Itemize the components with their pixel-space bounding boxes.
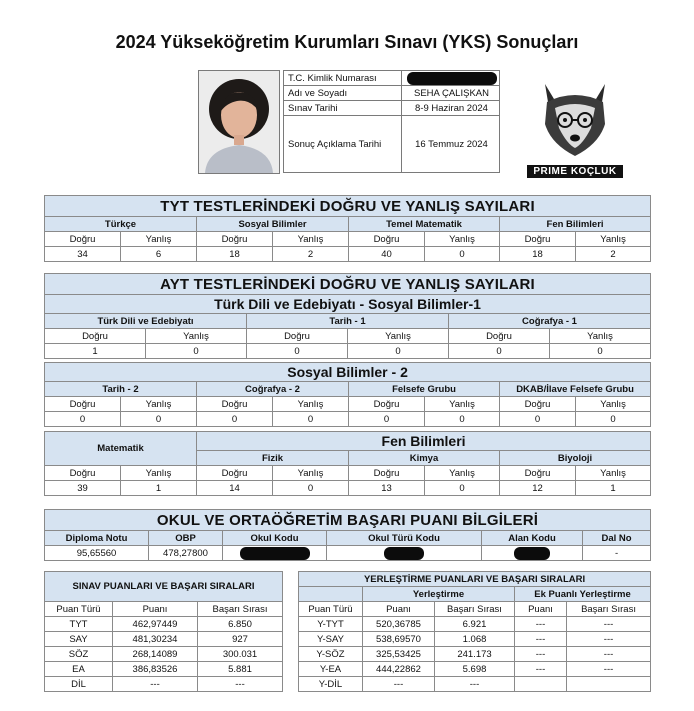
table-row	[299, 662, 651, 677]
subject-header: Türkçe	[45, 217, 197, 232]
obp-value: 478,27800	[149, 546, 223, 561]
extra-score: ---	[515, 617, 567, 632]
math-header: Matematik	[45, 432, 197, 466]
score-type: DİL	[45, 677, 113, 692]
info-label: Sınav Tarihi	[284, 101, 402, 116]
subject-header: Felsefe Grubu	[349, 382, 500, 397]
table-row	[45, 677, 283, 692]
redacted-school-type	[384, 547, 424, 560]
correct-label: Doğru	[500, 232, 576, 247]
correct-label: Doğru	[45, 329, 146, 344]
score-value: 386,83526	[113, 662, 198, 677]
wrong-value: 2	[576, 247, 651, 262]
subject-header: Fen Bilimleri	[500, 217, 651, 232]
wrong-value: 0	[550, 344, 651, 359]
placement-score: ---	[363, 677, 435, 692]
extra-score: ---	[515, 647, 567, 662]
redacted-school-code	[240, 547, 310, 560]
score-value: 481,30234	[113, 632, 198, 647]
placement-type: Y-EA	[299, 662, 363, 677]
score-type: EA	[45, 662, 113, 677]
table-row	[299, 647, 651, 662]
logo-text: PRIME KOÇLUK	[527, 165, 623, 178]
correct-label: Doğru	[45, 397, 121, 412]
obp-header: OBP	[149, 531, 223, 546]
extra-rank	[567, 677, 651, 692]
score-rank: 6.850	[198, 617, 283, 632]
correct-value: 0	[449, 344, 550, 359]
wrong-label: Yanlış	[425, 466, 500, 481]
score-rank: 5.881	[198, 662, 283, 677]
ayt-group1-title: Türk Dili ve Edebiyatı - Sosyal Bilimler-1	[45, 295, 651, 314]
score-type: TYT	[45, 617, 113, 632]
subject-header: Biyoloji	[500, 451, 651, 466]
ayt-title: AYT TESTLERİNDEKİ DOĞRU VE YANLIŞ SAYILARI	[45, 274, 651, 295]
wrong-value: 0	[425, 247, 500, 262]
info-value	[402, 71, 500, 86]
correct-value: 1	[45, 344, 146, 359]
wolf-icon	[527, 78, 623, 160]
table-row	[45, 647, 283, 662]
wrong-value: 1	[121, 481, 197, 496]
wrong-value: 0	[146, 344, 247, 359]
correct-label: Doğru	[197, 397, 273, 412]
wrong-value: 1	[576, 481, 651, 496]
wrong-value: 6	[121, 247, 197, 262]
wrong-label: Yanlış	[273, 466, 349, 481]
score-value: ---	[113, 677, 198, 692]
info-value: 16 Temmuz 2024	[402, 116, 500, 173]
info-value: 8-9 Haziran 2024	[402, 101, 500, 116]
score-rank: 300.031	[198, 647, 283, 662]
candidate-photo	[198, 70, 280, 174]
placement-score: 538,69570	[363, 632, 435, 647]
obp-header: Diploma Notu	[45, 531, 149, 546]
correct-label: Doğru	[500, 397, 576, 412]
wrong-label: Yanlış	[121, 466, 197, 481]
correct-label: Doğru	[197, 466, 273, 481]
info-label: Sonuç Açıklama Tarihi	[284, 116, 402, 173]
wrong-label: Yanlış	[425, 232, 500, 247]
correct-value: 39	[45, 481, 121, 496]
info-row	[284, 101, 500, 116]
obp-table	[44, 509, 651, 561]
placement-rank: 6.921	[435, 617, 515, 632]
redacted-field-code	[514, 547, 550, 560]
table-row	[299, 677, 651, 692]
branch-no-value: -	[583, 546, 651, 561]
wrong-label: Yanlış	[121, 232, 197, 247]
score-type: SÖZ	[45, 647, 113, 662]
placement-sub2: Ek Puanlı Yerleştirme	[515, 587, 651, 602]
correct-value: 13	[349, 481, 425, 496]
placement-header: Başarı Sırası	[567, 602, 651, 617]
correct-label: Doğru	[45, 466, 121, 481]
placement-rank: 5.698	[435, 662, 515, 677]
placement-type: Y-SAY	[299, 632, 363, 647]
candidate-info-table	[283, 70, 500, 173]
school-type-value	[327, 546, 482, 561]
placement-header: Puanı	[363, 602, 435, 617]
obp-header: Alan Kodu	[482, 531, 583, 546]
placement-score: 325,53425	[363, 647, 435, 662]
correct-value: 34	[45, 247, 121, 262]
placement-rank: 241.173	[435, 647, 515, 662]
correct-label: Doğru	[449, 329, 550, 344]
correct-value: 14	[197, 481, 273, 496]
tyt-title: TYT TESTLERİNDEKİ DOĞRU VE YANLIŞ SAYILARI	[45, 196, 651, 217]
scores-header: Puanı	[113, 602, 198, 617]
placement-header: Puan Türü	[299, 602, 363, 617]
wrong-label: Yanlış	[550, 329, 651, 344]
table-row	[299, 632, 651, 647]
extra-score: ---	[515, 632, 567, 647]
scores-title: SINAV PUANLARI VE BAŞARI SIRALARI	[45, 572, 283, 602]
scores-header: Başarı Sırası	[198, 602, 283, 617]
extra-rank: ---	[567, 647, 651, 662]
placement-table	[298, 571, 651, 692]
correct-label: Doğru	[247, 329, 348, 344]
wrong-value: 0	[273, 412, 349, 427]
correct-label: Doğru	[349, 397, 425, 412]
table-row	[45, 632, 283, 647]
school-code-value	[223, 546, 327, 561]
science-title: Fen Bilimleri	[197, 432, 651, 451]
obp-title: OKUL VE ORTAÖĞRETİM BAŞARI PUANI BİLGİLERİ	[45, 510, 651, 531]
subject-header: Türk Dili ve Edebiyatı	[45, 314, 247, 329]
subject-header: Tarih - 1	[247, 314, 449, 329]
subject-header: Tarih - 2	[45, 382, 197, 397]
score-rank: 927	[198, 632, 283, 647]
wrong-label: Yanlış	[576, 397, 651, 412]
wrong-label: Yanlış	[425, 397, 500, 412]
ayt-group2-title: Sosyal Bilimler - 2	[45, 363, 651, 382]
person-photo-icon	[199, 71, 279, 173]
ayt-group2-table	[44, 362, 651, 427]
placement-title: YERLEŞTİRME PUANLARI VE BAŞARI SIRALARI	[299, 572, 651, 587]
subject-header: Coğrafya - 1	[449, 314, 651, 329]
page-title: 2024 Yükseköğretim Kurumları Sınavı (YKS) Sonuçları	[115, 32, 579, 52]
wrong-label: Yanlış	[273, 232, 349, 247]
wrong-label: Yanlış	[273, 397, 349, 412]
placement-type: Y-TYT	[299, 617, 363, 632]
obp-header: Okul Türü Kodu	[327, 531, 482, 546]
correct-value: 0	[45, 412, 121, 427]
prime-kocluk-logo	[527, 78, 623, 176]
correct-label: Doğru	[500, 466, 576, 481]
info-value: SEHA ÇALIŞKAN	[402, 86, 500, 101]
correct-value: 40	[349, 247, 425, 262]
correct-label: Doğru	[349, 466, 425, 481]
correct-value: 18	[197, 247, 273, 262]
extra-score	[515, 677, 567, 692]
placement-type: Y-DİL	[299, 677, 363, 692]
placement-rank: ---	[435, 677, 515, 692]
correct-value: 0	[349, 412, 425, 427]
score-value: 268,14089	[113, 647, 198, 662]
correct-label: Doğru	[45, 232, 121, 247]
info-label: T.C. Kimlik Numarası	[284, 71, 402, 86]
subject-header: Sosyal Bilimler	[197, 217, 349, 232]
ayt-group1-table	[44, 273, 651, 359]
info-row	[284, 86, 500, 101]
correct-value: 12	[500, 481, 576, 496]
placement-type: Y-SÖZ	[299, 647, 363, 662]
wrong-value: 0	[425, 481, 500, 496]
wrong-value: 0	[425, 412, 500, 427]
table-row	[45, 617, 283, 632]
correct-label: Doğru	[197, 232, 273, 247]
score-rank: ---	[198, 677, 283, 692]
table-row	[299, 617, 651, 632]
wrong-label: Yanlış	[121, 397, 197, 412]
wrong-label: Yanlış	[576, 232, 651, 247]
extra-score: ---	[515, 662, 567, 677]
placement-corner	[299, 587, 363, 602]
correct-value: 0	[500, 412, 576, 427]
wrong-value: 0	[121, 412, 197, 427]
placement-score: 520,36785	[363, 617, 435, 632]
scores-header: Puan Türü	[45, 602, 113, 617]
placement-header: Puanı	[515, 602, 567, 617]
scores-table	[44, 571, 283, 692]
placement-score: 444,22862	[363, 662, 435, 677]
subject-header: Temel Matematik	[349, 217, 500, 232]
extra-rank: ---	[567, 617, 651, 632]
info-row	[284, 116, 500, 173]
wrong-label: Yanlış	[576, 466, 651, 481]
wrong-value: 2	[273, 247, 349, 262]
extra-rank: ---	[567, 632, 651, 647]
correct-label: Doğru	[349, 232, 425, 247]
correct-value: 0	[197, 412, 273, 427]
subject-header: Fizik	[197, 451, 349, 466]
field-code-value	[482, 546, 583, 561]
wrong-value: 0	[348, 344, 449, 359]
tyt-table	[44, 195, 651, 262]
subject-header: Coğrafya - 2	[197, 382, 349, 397]
placement-header: Başarı Sırası	[435, 602, 515, 617]
info-label: Adı ve Soyadı	[284, 86, 402, 101]
wrong-value: 0	[576, 412, 651, 427]
subject-header: Kimya	[349, 451, 500, 466]
wrong-label: Yanlış	[348, 329, 449, 344]
obp-header: Dal No	[583, 531, 651, 546]
ayt-math-science-table	[44, 431, 651, 496]
subject-header: DKAB/İlave Felsefe Grubu	[500, 382, 651, 397]
placement-rank: 1.068	[435, 632, 515, 647]
correct-value: 0	[247, 344, 348, 359]
table-row	[45, 662, 283, 677]
obp-header: Okul Kodu	[223, 531, 327, 546]
score-value: 462,97449	[113, 617, 198, 632]
wrong-value: 0	[273, 481, 349, 496]
extra-rank: ---	[567, 662, 651, 677]
info-row	[284, 71, 500, 86]
correct-value: 18	[500, 247, 576, 262]
redacted-id	[407, 72, 497, 85]
score-type: SAY	[45, 632, 113, 647]
diploma-value: 95,65560	[45, 546, 149, 561]
wrong-label: Yanlış	[146, 329, 247, 344]
placement-sub1: Yerleştirme	[363, 587, 515, 602]
